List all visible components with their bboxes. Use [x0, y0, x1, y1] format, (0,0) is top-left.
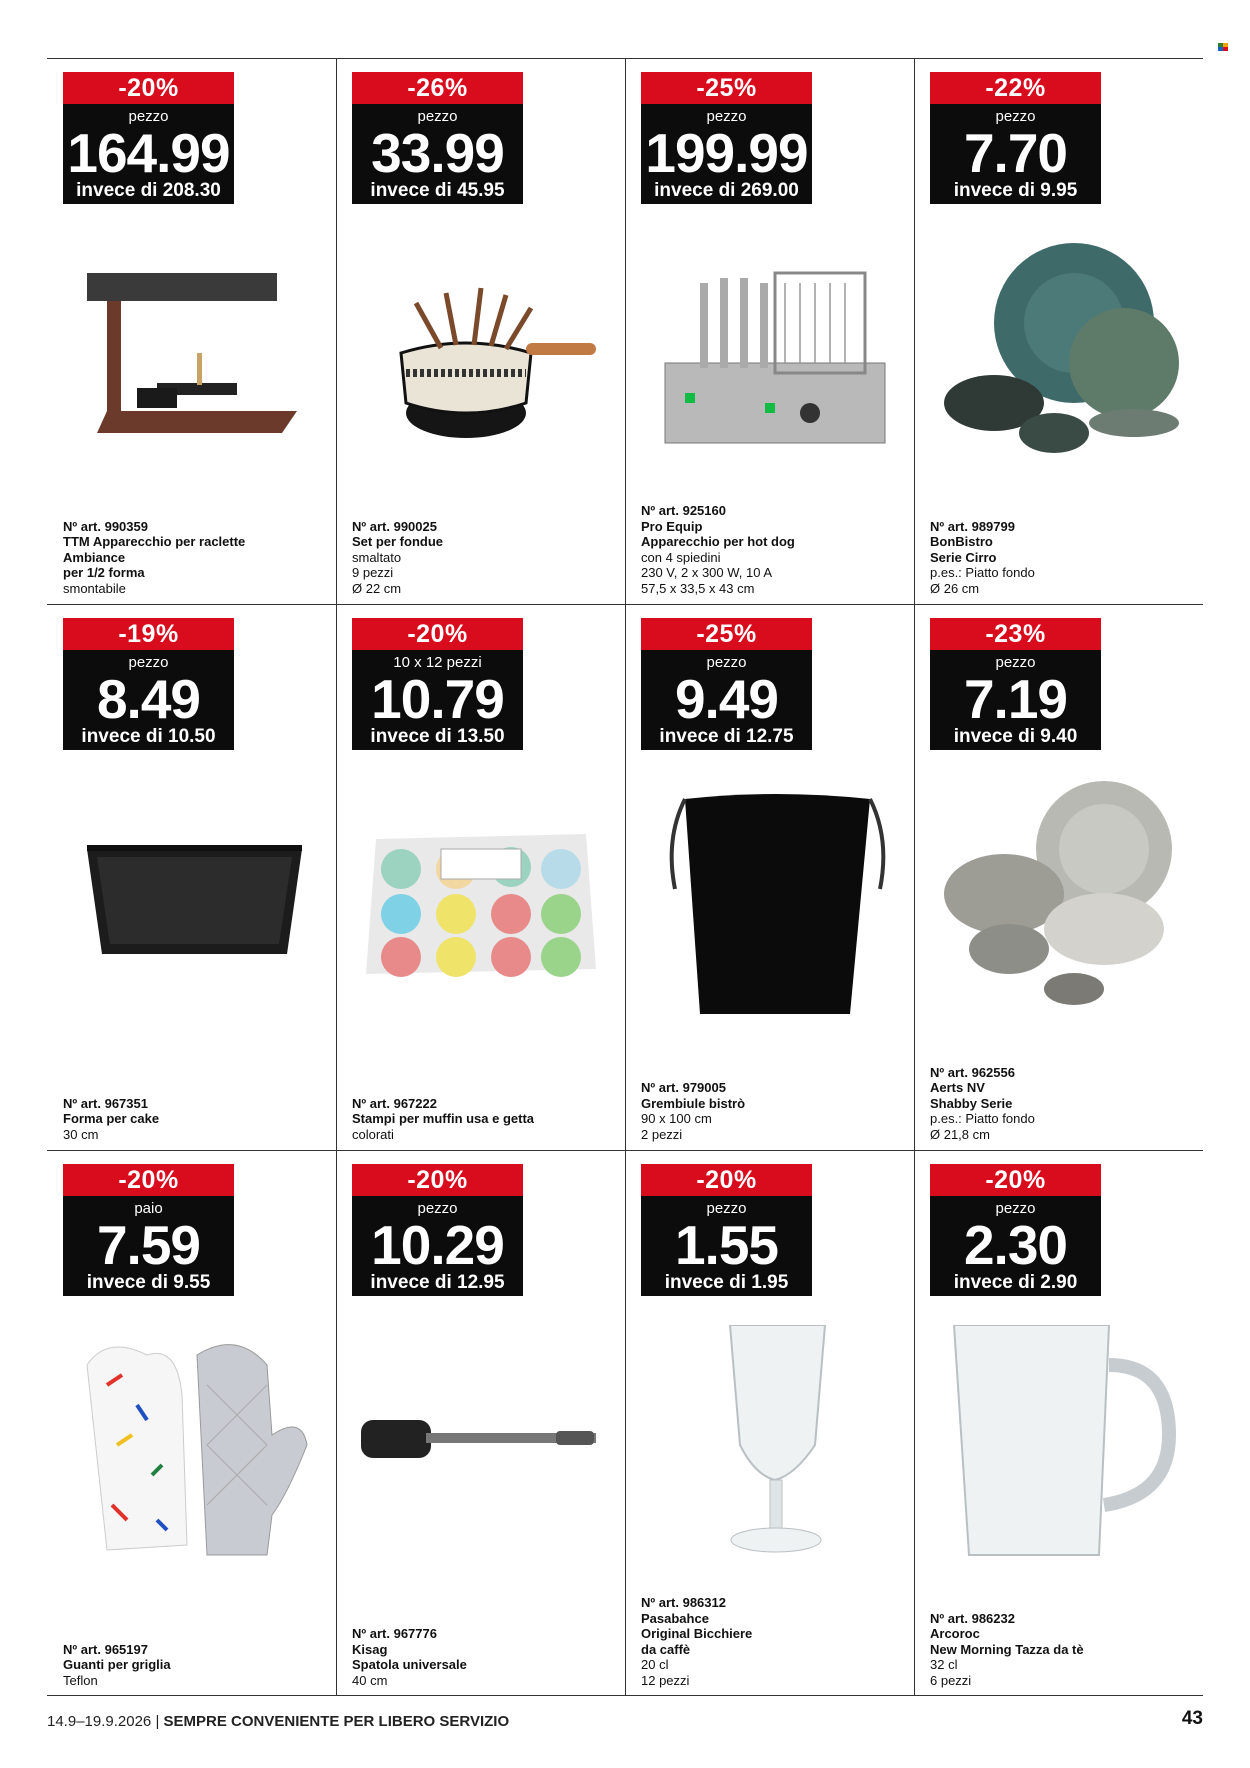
product-name-line: Serie Cirro: [930, 549, 997, 565]
fondue-icon: [356, 233, 606, 473]
price-box: [352, 650, 523, 750]
article-number: Nº art. 990025: [352, 518, 437, 534]
price-unit: pezzo: [128, 108, 169, 125]
article-number: Nº art. 965197: [63, 1641, 148, 1657]
product-name-line: Pro Equip: [641, 518, 703, 534]
article-number: Nº art. 967776: [352, 1626, 437, 1641]
discount-label: -26%: [352, 72, 523, 104]
price-badge: [930, 1164, 1101, 1296]
price-value: 1.55: [674, 1214, 779, 1276]
product-info: [63, 1096, 159, 1143]
product-name-line: Apparecchio per hot dog: [641, 534, 795, 549]
product-card-1[interactable]: [47, 58, 336, 604]
article-number: Nº art. 925160: [641, 503, 726, 518]
spatula-icon: [356, 1325, 606, 1565]
product-detail-line: con 4 spiedini: [641, 549, 721, 565]
price-unit: pezzo: [706, 1200, 747, 1217]
discount-label: -23%: [930, 618, 1101, 650]
previous-price: invece di 9.40: [953, 726, 1078, 747]
footer-tagline: SEMPRE CONVENIENTE PER LIBERO SERVIZIO: [163, 1713, 510, 1730]
discount-label: -20%: [352, 1164, 523, 1196]
price-box: [63, 104, 234, 204]
product-info: [352, 1096, 534, 1143]
previous-price: invece di 9.95: [953, 180, 1078, 201]
product-info: [930, 1611, 1084, 1689]
product-info: [641, 1080, 745, 1142]
product-card-4[interactable]: [914, 58, 1203, 604]
price-badge: [63, 618, 234, 750]
product-detail-line: 32 cl: [930, 1657, 958, 1672]
price-box: [930, 104, 1101, 204]
price-badge: [63, 1164, 234, 1296]
price-box: [352, 104, 523, 204]
price-unit: pezzo: [417, 108, 458, 125]
product-detail-line: Ø 22 cm: [352, 580, 402, 596]
price-unit: pezzo: [995, 654, 1036, 671]
product-info: [641, 1595, 752, 1688]
article-number: Nº art. 962556: [930, 1064, 1015, 1080]
product-name-line: Spatola universale: [352, 1657, 467, 1672]
product-name-line: Aerts NV: [930, 1080, 985, 1095]
price-badge: [63, 72, 234, 204]
plates-grey-icon: [934, 779, 1184, 1019]
price-unit: pezzo: [995, 1200, 1036, 1217]
product-name-line: per 1/2 forma: [63, 565, 145, 580]
discount-label: -20%: [641, 1164, 812, 1196]
article-number: Nº art. 989799: [930, 518, 1015, 534]
price-badge: [930, 618, 1101, 750]
article-number: Nº art. 986312: [641, 1595, 726, 1610]
product-detail-line: 12 pezzi: [641, 1672, 690, 1688]
price-value: 7.59: [96, 1214, 201, 1276]
price-box: [930, 1196, 1101, 1296]
product-card-12[interactable]: [914, 1150, 1203, 1696]
product-name-line: Arcoroc: [930, 1626, 980, 1641]
discount-label: -20%: [352, 618, 523, 650]
product-name-line: Kisag: [352, 1641, 388, 1657]
price-unit: paio: [134, 1200, 163, 1217]
product-card-7[interactable]: [625, 604, 914, 1150]
article-number: Nº art. 967351: [63, 1095, 148, 1111]
product-detail-line: 20 cl: [641, 1657, 669, 1672]
raclette-icon: [67, 233, 317, 473]
product-name-line: New Morning Tazza da tè: [930, 1641, 1084, 1657]
price-badge: [352, 1164, 523, 1296]
article-number: Nº art. 979005: [641, 1080, 726, 1095]
previous-price: invece di 10.50: [81, 726, 216, 747]
product-detail-line: 6 pezzi: [930, 1672, 972, 1688]
product-detail-line: Teflon: [63, 1672, 98, 1688]
price-value: 2.30: [963, 1214, 1068, 1276]
apron-icon: [645, 779, 895, 1019]
product-detail-line: smaltato: [352, 549, 402, 565]
product-name-line: Stampi per muffin usa e getta: [352, 1111, 535, 1126]
discount-label: -20%: [63, 72, 234, 104]
footer: 14.9–19.9.2026 | SEMPRE CONVENIENTE PER LIBERO SERVIZIO: [47, 1713, 510, 1730]
product-detail-line: p.es.: Piatto fondo: [930, 565, 1035, 580]
page-number: 43: [1181, 1708, 1203, 1729]
product-detail-line: Ø 26 cm: [930, 580, 980, 596]
previous-price: invece di 9.55: [86, 1272, 211, 1293]
brand-mark-icon: [1218, 38, 1228, 46]
plates-green-icon: [934, 233, 1184, 473]
price-box: [63, 650, 234, 750]
product-info: [930, 519, 1035, 597]
discount-label: -22%: [930, 72, 1101, 104]
previous-price: invece di 12.95: [370, 1272, 505, 1293]
oven-gloves-icon: [67, 1325, 317, 1565]
article-number: Nº art. 986232: [930, 1610, 1015, 1626]
previous-price: invece di 2.90: [953, 1272, 1078, 1293]
price-value: 10.79: [371, 668, 504, 730]
product-name-line: Grembiule bistrò: [641, 1095, 746, 1111]
product-detail-line: colorati: [352, 1126, 394, 1142]
product-name-line: Shabby Serie: [930, 1095, 1013, 1111]
price-value: 9.49: [674, 668, 779, 730]
product-detail-line: 40 cm: [352, 1672, 388, 1688]
product-detail-line: Ø 21,8 cm: [930, 1126, 990, 1142]
hotdog-machine-icon: [645, 233, 895, 473]
price-box: [641, 650, 812, 750]
product-name-line: TTM Apparecchio per raclette: [63, 534, 246, 549]
price-value: 8.49: [96, 668, 201, 730]
previous-price: invece di 12.75: [659, 726, 794, 747]
price-badge: [641, 618, 812, 750]
price-unit: pezzo: [706, 654, 747, 671]
price-unit: pezzo: [995, 108, 1036, 125]
product-detail-line: 30 cm: [63, 1126, 99, 1142]
discount-label: -25%: [641, 72, 812, 104]
discount-label: -19%: [63, 618, 234, 650]
product-name-line: Ambiance: [63, 549, 126, 565]
price-value: 7.19: [963, 668, 1068, 730]
product-name-line: Forma per cake: [63, 1111, 160, 1126]
previous-price: invece di 269.00: [654, 180, 799, 201]
price-box: [930, 650, 1101, 750]
article-number: Nº art. 967222: [352, 1095, 437, 1111]
previous-price: invece di 45.95: [370, 180, 505, 201]
price-badge: [352, 618, 523, 750]
product-detail-line: 230 V, 2 x 300 W, 10 A: [641, 565, 773, 580]
cake-pan-icon: [67, 779, 317, 1019]
product-card-11[interactable]: [625, 1150, 914, 1696]
product-info: [63, 1642, 171, 1689]
price-badge: [641, 1164, 812, 1296]
product-detail-line: p.es.: Piatto fondo: [930, 1111, 1035, 1126]
product-detail-line: 9 pezzi: [352, 565, 394, 580]
product-info: [352, 1626, 467, 1688]
discount-label: -25%: [641, 618, 812, 650]
product-card-2[interactable]: [336, 58, 625, 604]
product-name-line: BonBistro: [930, 534, 993, 549]
product-info: [930, 1065, 1035, 1143]
price-box: [641, 1196, 812, 1296]
product-card-9[interactable]: [47, 1150, 336, 1696]
product-name-line: da caffè: [641, 1641, 691, 1657]
product-card-3[interactable]: [625, 58, 914, 604]
product-name-line: Original Bicchiere: [641, 1626, 753, 1641]
product-detail-line: 2 pezzi: [641, 1126, 683, 1142]
product-name-line: Guanti per griglia: [63, 1657, 171, 1672]
product-card-6[interactable]: [336, 604, 625, 1150]
product-info: [352, 519, 443, 597]
previous-price: invece di 1.95: [664, 1272, 789, 1293]
product-card-10[interactable]: [336, 1150, 625, 1696]
price-badge: [352, 72, 523, 204]
product-name-line: Pasabahce: [641, 1610, 709, 1626]
price-value: 164.99: [67, 122, 230, 184]
price-box: [352, 1196, 523, 1296]
previous-price: invece di 208.30: [76, 180, 221, 201]
product-detail-line: smontabile: [63, 580, 126, 596]
price-value: 199.99: [645, 122, 808, 184]
product-detail-line: 57,5 x 33,5 x 43 cm: [641, 580, 755, 596]
price-value: 33.99: [371, 122, 504, 184]
price-badge: [930, 72, 1101, 204]
price-value: 10.29: [371, 1214, 504, 1276]
price-unit: 10 x 12 pezzi: [393, 654, 482, 671]
footer-dates: 14.9–19.9.2026: [47, 1713, 152, 1730]
muffin-cups-icon: [356, 779, 606, 1019]
price-box: [641, 104, 812, 204]
product-info: [641, 503, 795, 596]
product-card-5[interactable]: [47, 604, 336, 1150]
price-unit: pezzo: [128, 654, 169, 671]
product-info: [63, 519, 245, 597]
stem-glass-icon: [645, 1325, 895, 1565]
price-unit: pezzo: [706, 108, 747, 125]
product-name-line: Set per fondue: [352, 534, 444, 549]
discount-label: -20%: [930, 1164, 1101, 1196]
article-number: Nº art. 990359: [63, 518, 148, 534]
price-value: 7.70: [963, 122, 1068, 184]
product-grid: [47, 58, 1203, 1696]
price-box: [63, 1196, 234, 1296]
product-detail-line: 90 x 100 cm: [641, 1111, 712, 1126]
price-unit: pezzo: [417, 1200, 458, 1217]
product-card-8[interactable]: [914, 604, 1203, 1150]
previous-price: invece di 13.50: [370, 726, 505, 747]
price-badge: [641, 72, 812, 204]
discount-label: -20%: [63, 1164, 234, 1196]
glass-mug-icon: [934, 1325, 1184, 1565]
